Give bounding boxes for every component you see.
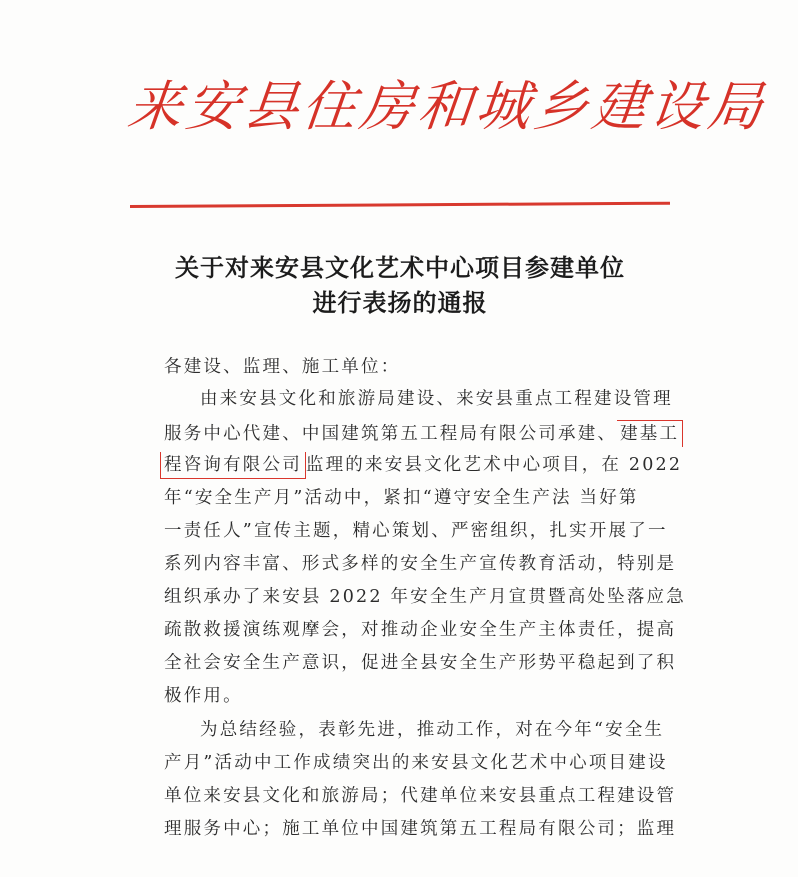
letterhead-org-name: 来安县住房和城乡建设局 (124, 75, 770, 138)
letterhead-red-rule (130, 202, 670, 208)
paragraph-1-line-2 (164, 420, 683, 447)
paragraph-1-line-9: 全社会安全生产意识，促进全县安全生产形势平稳起到了积 (164, 653, 677, 673)
document-title-line-1: 关于对来安县文化艺术中心项目参建单位 (175, 253, 625, 282)
paragraph-2-line-1: 为总结经验，表彰先进，推动工作，对在今年“安全生 (200, 720, 665, 740)
paragraph-2-line-4: 理服务中心；施工单位中国建筑第五工程局有限公司；监理 (164, 819, 677, 839)
paragraph-1-line-3-text: 监理的来安县文化艺术中心项目，在 2022 (305, 455, 683, 475)
salutation: 各建设、监理、施工单位： (164, 357, 401, 377)
paragraph-1-line-4: 年“安全生产月”活动中，紧扣“遵守安全生产法 当好第 (164, 488, 639, 508)
highlighted-company-name-part-2: 程咨询有限公司 (160, 452, 306, 479)
paragraph-1-line-3 (164, 452, 682, 479)
document-title-line-2: 进行表扬的通报 (312, 288, 488, 317)
paragraph-1-line-7: 组织承办了来安县 2022 年安全生产月宣贯暨高处坠落应急 (164, 587, 686, 607)
paragraph-1-line-2-text: 服务中心代建、中国建筑第五工程局有限公司承建、 (164, 424, 618, 444)
highlighted-company-name-part-1: 建基工 (617, 420, 683, 447)
paragraph-2-line-2: 产月”活动中工作成绩突出的来安县文化艺术中心项目建设 (164, 753, 668, 773)
paragraph-2-line-3: 单位来安县文化和旅游局；代建单位来安县重点工程建设管 (164, 786, 677, 806)
paragraph-1-line-6: 系列内容丰富、形式多样的安全生产宣传教育活动，特别是 (164, 554, 677, 574)
paragraph-1-line-10: 极作用。 (164, 686, 243, 706)
paragraph-1-line-5: 一责任人”宣传主题，精心策划、严密组织，扎实开展了一 (164, 521, 668, 541)
paragraph-1-line-8: 疏散救援演练观摩会，对推动企业安全生产主体责任，提高 (164, 620, 677, 640)
paragraph-1-line-1: 由来安县文化和旅游局建设、来安县重点工程建设管理 (200, 389, 673, 409)
